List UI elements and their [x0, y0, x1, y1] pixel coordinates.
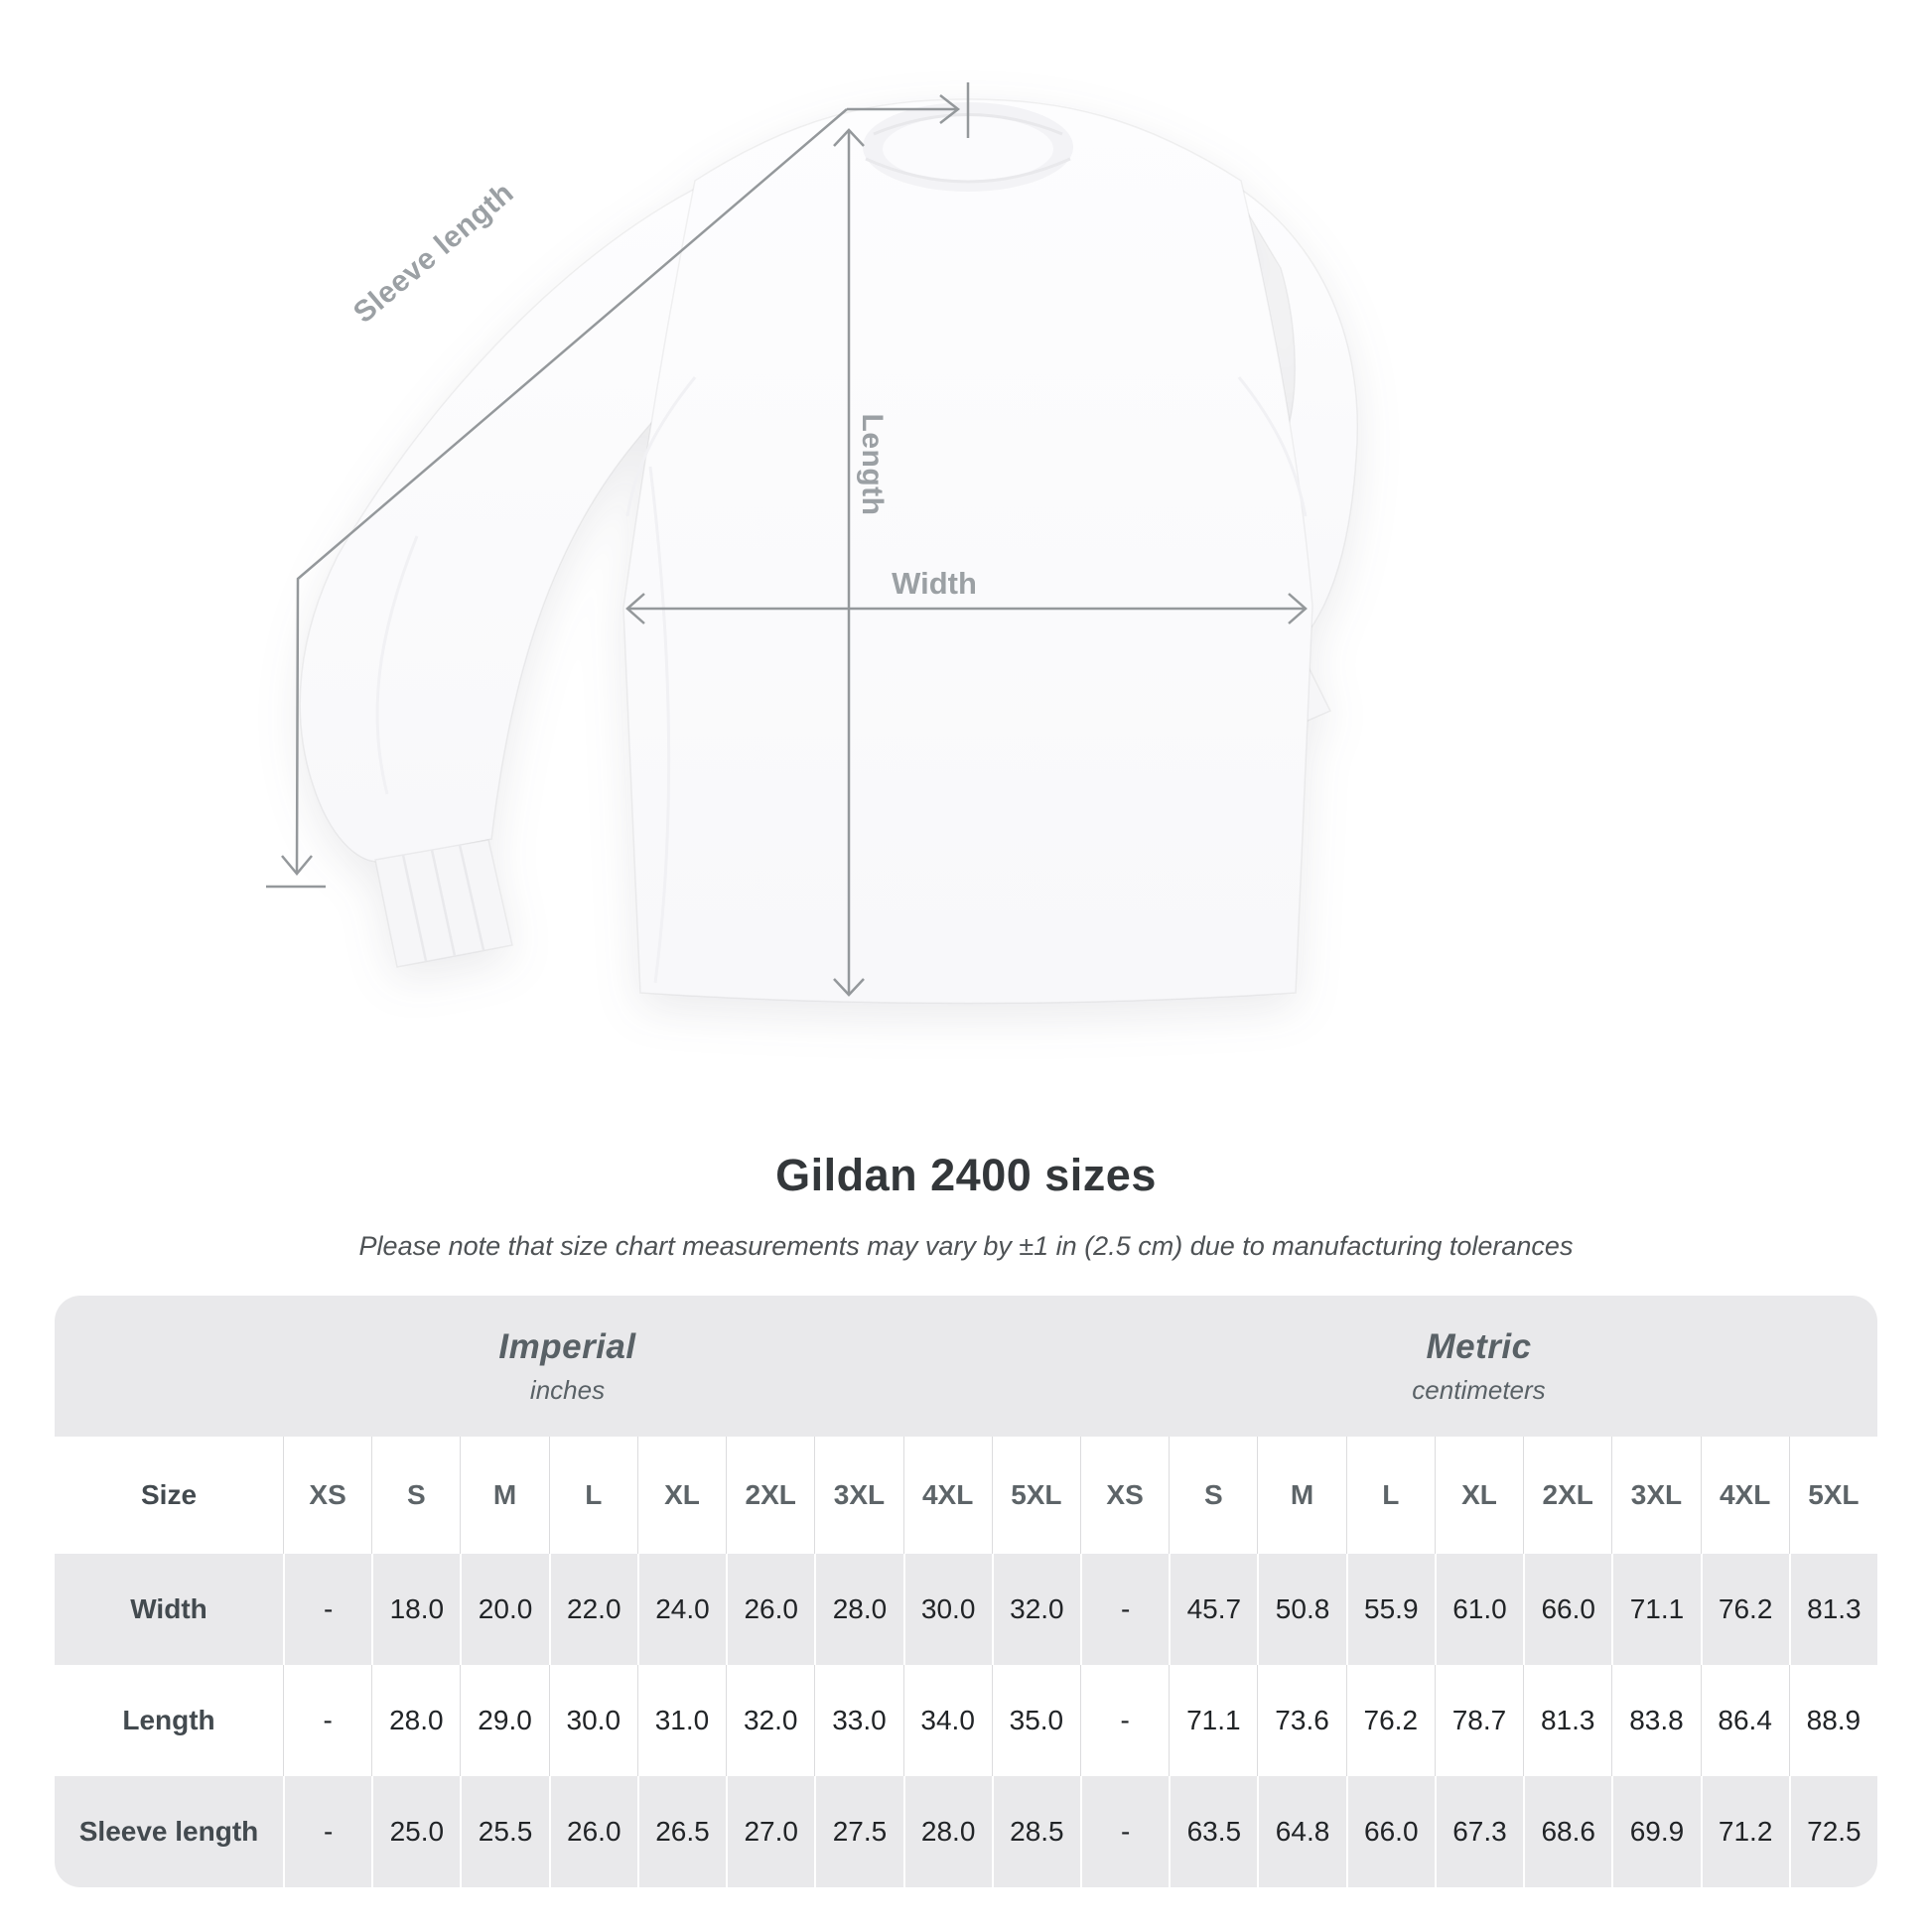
value-cell: 24.0 [637, 1554, 726, 1665]
size-column-header: 5XL [1789, 1437, 1877, 1554]
value-cell: 50.8 [1257, 1554, 1345, 1665]
unit-group-header [55, 1296, 1877, 1437]
value-cell: 18.0 [371, 1554, 460, 1665]
size-column-header: S [1169, 1437, 1257, 1554]
size-header-row [55, 1437, 1877, 1554]
value-cell: 69.9 [1611, 1776, 1700, 1887]
value-cell: 71.1 [1169, 1665, 1257, 1776]
size-column-header: 4XL [903, 1437, 992, 1554]
table-body [55, 1554, 1877, 1887]
value-cell: 27.5 [814, 1776, 902, 1887]
size-column-header: XL [1435, 1437, 1523, 1554]
value-cell: 22.0 [549, 1554, 637, 1665]
imperial-unit: inches [529, 1374, 606, 1405]
value-cell: 28.0 [903, 1776, 992, 1887]
value-cell: 32.0 [992, 1554, 1080, 1665]
value-cell: 25.5 [460, 1776, 548, 1887]
size-column-header: XL [637, 1437, 726, 1554]
size-table [55, 1296, 1877, 1887]
value-cell: - [283, 1776, 371, 1887]
value-cell: 33.0 [814, 1665, 902, 1776]
size-header-cell: Size [140, 1479, 198, 1510]
size-column-header: S [371, 1437, 460, 1554]
value-cell: 45.7 [1169, 1554, 1257, 1665]
value-cell: 72.5 [1789, 1776, 1877, 1887]
row-label-cell: Width [130, 1593, 207, 1624]
width-label: Width [892, 566, 977, 601]
value-cell: 34.0 [903, 1665, 992, 1776]
size-column-header: L [1346, 1437, 1435, 1554]
size-column-header: 3XL [814, 1437, 902, 1554]
imperial-group-header [55, 1296, 1080, 1437]
value-cell: - [283, 1554, 371, 1665]
size-column-header: M [460, 1437, 548, 1554]
value-cell: 73.6 [1257, 1665, 1345, 1776]
size-column-header: L [549, 1437, 637, 1554]
value-cell: 20.0 [460, 1554, 548, 1665]
size-column-header: M [1257, 1437, 1345, 1554]
metric-group-header [1080, 1296, 1877, 1437]
shirt-body [623, 99, 1312, 1004]
value-cell: 86.4 [1701, 1665, 1789, 1776]
value-cell: 28.0 [371, 1665, 460, 1776]
value-cell: 29.0 [460, 1665, 548, 1776]
value-cell: 63.5 [1169, 1776, 1257, 1887]
value-cell: 81.3 [1523, 1665, 1611, 1776]
value-cell: - [1080, 1554, 1169, 1665]
value-cell: 88.9 [1789, 1665, 1877, 1776]
metric-label: Metric [1426, 1326, 1532, 1366]
value-cell: 81.3 [1789, 1554, 1877, 1665]
size-column-header: 3XL [1611, 1437, 1700, 1554]
value-cell: 30.0 [549, 1665, 637, 1776]
value-cell: 67.3 [1435, 1776, 1523, 1887]
imperial-label: Imperial [498, 1326, 636, 1366]
value-cell: 83.8 [1611, 1665, 1700, 1776]
value-cell: 35.0 [992, 1665, 1080, 1776]
size-column-header: 2XL [726, 1437, 814, 1554]
page-subtitle: Please note that size chart measurements may vary by ±1 in (2.5 cm) due to manufacturing tolerances [358, 1231, 1574, 1261]
value-cell: 64.8 [1257, 1776, 1345, 1887]
value-cell: 76.2 [1346, 1665, 1435, 1776]
value-cell: 28.0 [814, 1554, 902, 1665]
value-cell: - [283, 1665, 371, 1776]
value-cell: 31.0 [637, 1665, 726, 1776]
size-column-header: 2XL [1523, 1437, 1611, 1554]
sleeve-length-label: Sleeve length [346, 176, 520, 330]
row-label-cell: Length [122, 1705, 215, 1735]
size-column-header: XS [283, 1437, 371, 1554]
value-cell: 61.0 [1435, 1554, 1523, 1665]
value-cell: 78.7 [1435, 1665, 1523, 1776]
value-cell: 66.0 [1346, 1776, 1435, 1887]
table-row [55, 1554, 1877, 1665]
size-column-header: 4XL [1701, 1437, 1789, 1554]
value-cell: 66.0 [1523, 1554, 1611, 1665]
value-cell: 32.0 [726, 1665, 814, 1776]
value-cell: 26.5 [637, 1776, 726, 1887]
value-cell: 25.0 [371, 1776, 460, 1887]
size-column-header: XS [1080, 1437, 1169, 1554]
value-cell: - [1080, 1665, 1169, 1776]
value-cell: 26.0 [726, 1554, 814, 1665]
metric-unit: centimeters [1412, 1374, 1546, 1405]
row-label-cell: Sleeve length [78, 1816, 259, 1847]
value-cell: 68.6 [1523, 1776, 1611, 1887]
value-cell: - [1080, 1776, 1169, 1887]
value-cell: 27.0 [726, 1776, 814, 1887]
value-cell: 76.2 [1701, 1554, 1789, 1665]
size-column-header: 5XL [992, 1437, 1080, 1554]
value-cell: 26.0 [549, 1776, 637, 1887]
value-cell: 30.0 [903, 1554, 992, 1665]
value-cell: 55.9 [1346, 1554, 1435, 1665]
table-row [55, 1665, 1877, 1776]
value-cell: 28.5 [992, 1776, 1080, 1887]
value-cell: 71.2 [1701, 1776, 1789, 1887]
page-title: Gildan 2400 sizes [775, 1150, 1157, 1200]
value-cell: 71.1 [1611, 1554, 1700, 1665]
length-label: Length [856, 413, 889, 516]
table-row [55, 1776, 1877, 1887]
